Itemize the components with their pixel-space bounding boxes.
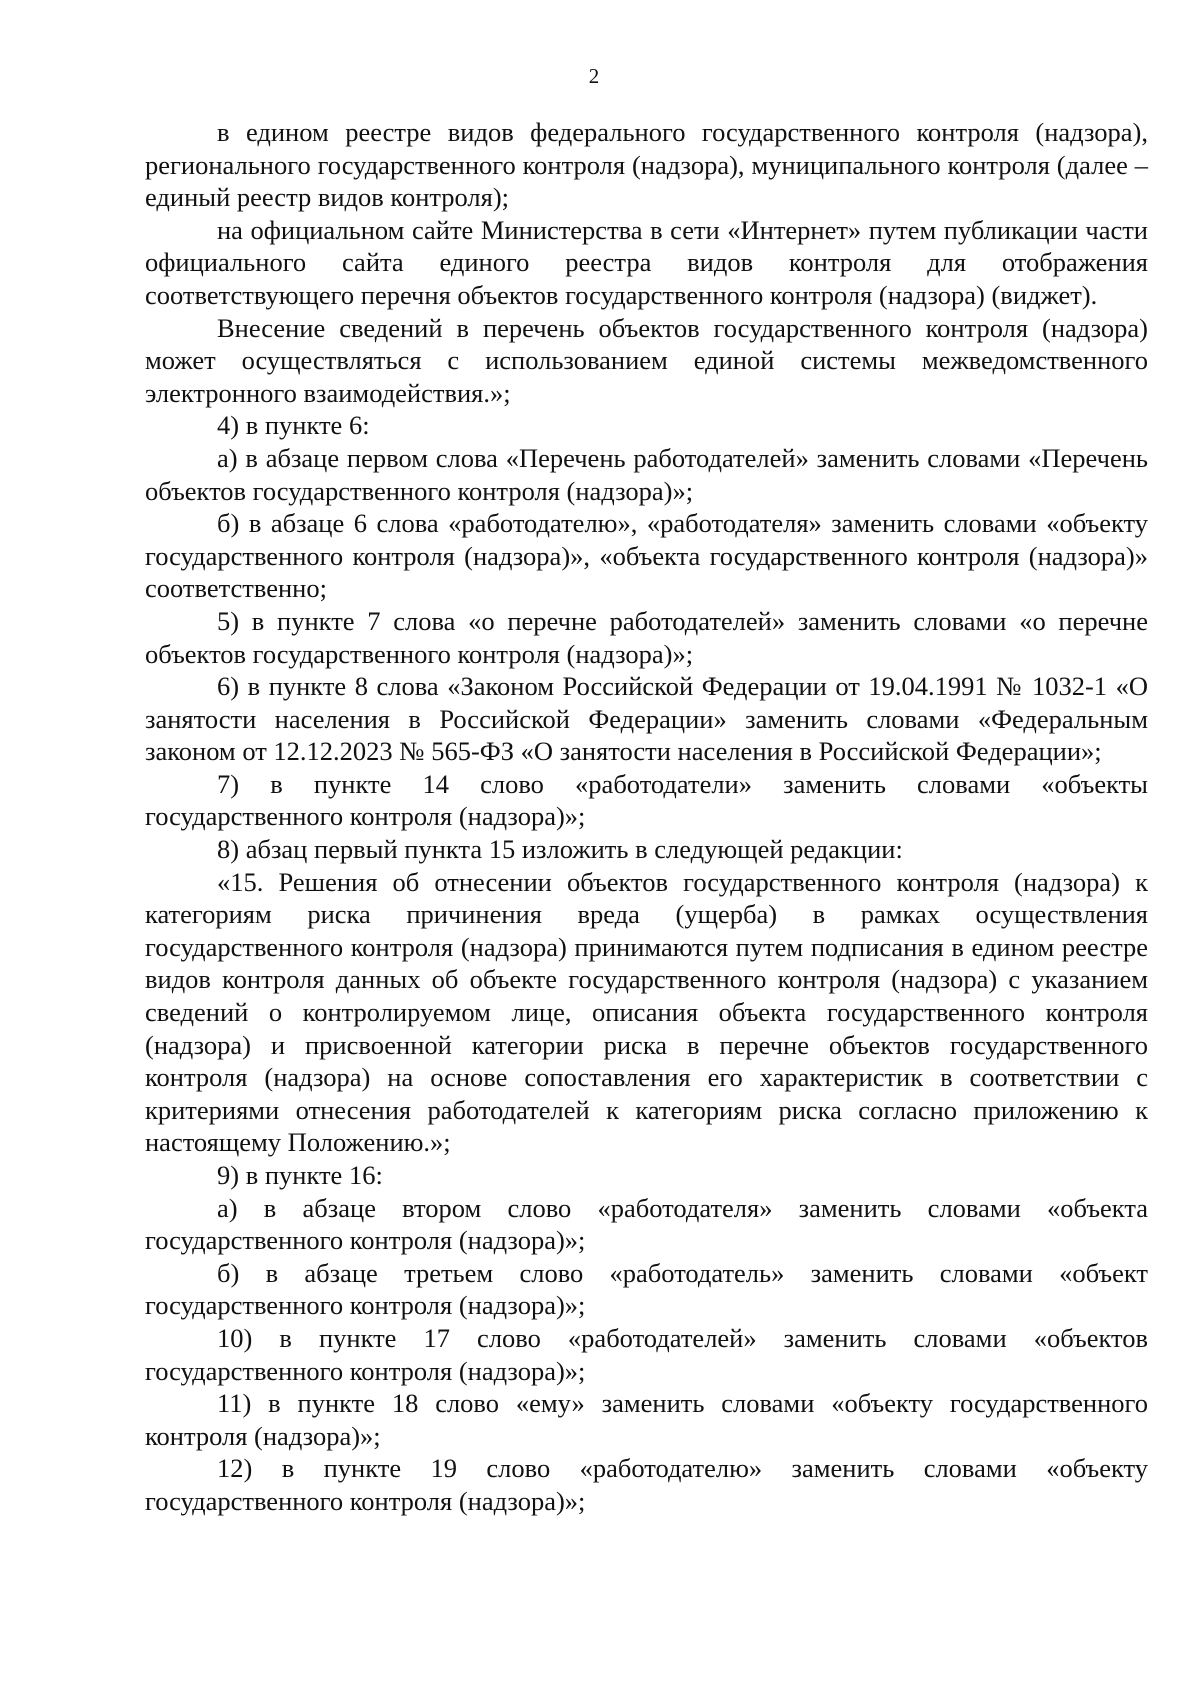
paragraph-registry-entry: в едином реестре видов федерального государственного контроля (надзора), регионального государственного контроля (надзора), муниципального контроля (далее – единый реестр видов контроля); — [145, 117, 1148, 213]
item-9b: б) в абзаце третьем слово «работодатель» заменить словами «объект государственного контроля (надзора)»; — [145, 1257, 1148, 1321]
item-12: 12) в пункте 19 слово «работодателю» заменить словами «объекту государственного контроля (надзора)»; — [145, 1453, 1148, 1516]
paragraph-ministry-website: на официальном сайте Министерства в сети «Интернет» путем публикации части официального сайта единого реестра видов контроля для отображения соответствующего перечня объектов государственного контроля (надзора) (виджет). — [145, 214, 1148, 310]
item-7: 7) в пункте 14 слово «работодатели» заменить словами «объекты государственного контроля (надзора)»; — [145, 768, 1148, 832]
document-body — [145, 116, 1148, 1518]
page-number: 2 — [588, 64, 600, 88]
item-11: 11) в пункте 18 слово «ему» заменить словами «объекту государственного контроля (надзора)»; — [145, 1388, 1148, 1451]
item-15-new-text: «15. Решения об отнесении объектов государственного контроля (надзора) к категориям риска причинения вреда (ущерба) в рамках осуществления государственного контроля (надзора) принимаются путем подписания в едином реестре видов контроля данных об объекте государственного контроля (надзора) с указанием сведений о контролируемом лице, описания объекта государственного контроля (надзора) и присвоенной категории риска в перечне объектов государственного контроля (надзора) на основе сопоставления его характеристик в соответствии с критериями отнесения работодателей к категориям риска согласно приложению к настоящему Положению.»; — [145, 866, 1148, 1158]
item-9a: а) в абзаце втором слово «работодателя» заменить словами «объекта государственного контроля (надзора)»; — [145, 1192, 1148, 1256]
paragraph-interagency-system: Внесение сведений в перечень объектов государственного контроля (надзора) может осуществляться с использованием единой системы межведомственного электронного взаимодействия.»; — [145, 312, 1148, 408]
item-5: 5) в пункте 7 слова «о перечне работодателей» заменить словами «о перечне объектов государственного контроля (надзора)»; — [145, 605, 1148, 669]
item-4-heading: 4) в пункте 6: — [217, 410, 370, 441]
item-4a: а) в абзаце первом слова «Перечень работодателей» заменить словами «Перечень объектов государственного контроля (надзора)»; — [145, 442, 1148, 506]
item-6: 6) в пункте 8 слова «Законом Российской Федерации от 19.04.1991 № 1032-1 «О занятости населения в Российской Федерации» заменить словами «Федеральным законом от 12.12.2023 № 565-ФЗ «О занятости населения в Российской Федерации»; — [145, 671, 1148, 767]
item-8: 8) абзац первый пункта 15 изложить в следующей редакции: — [217, 834, 903, 865]
item-10: 10) в пункте 17 слово «работодателей» заменить словами «объектов государственного контроля (надзора)»; — [145, 1322, 1148, 1386]
item-9-heading: 9) в пункте 16: — [217, 1160, 383, 1190]
item-4b: б) в абзаце 6 слова «работодателю», «работодателя» заменить словами «объекту государственного контроля (надзора)», «объекта государственного контроля (надзора)» соответственно; — [145, 508, 1148, 604]
